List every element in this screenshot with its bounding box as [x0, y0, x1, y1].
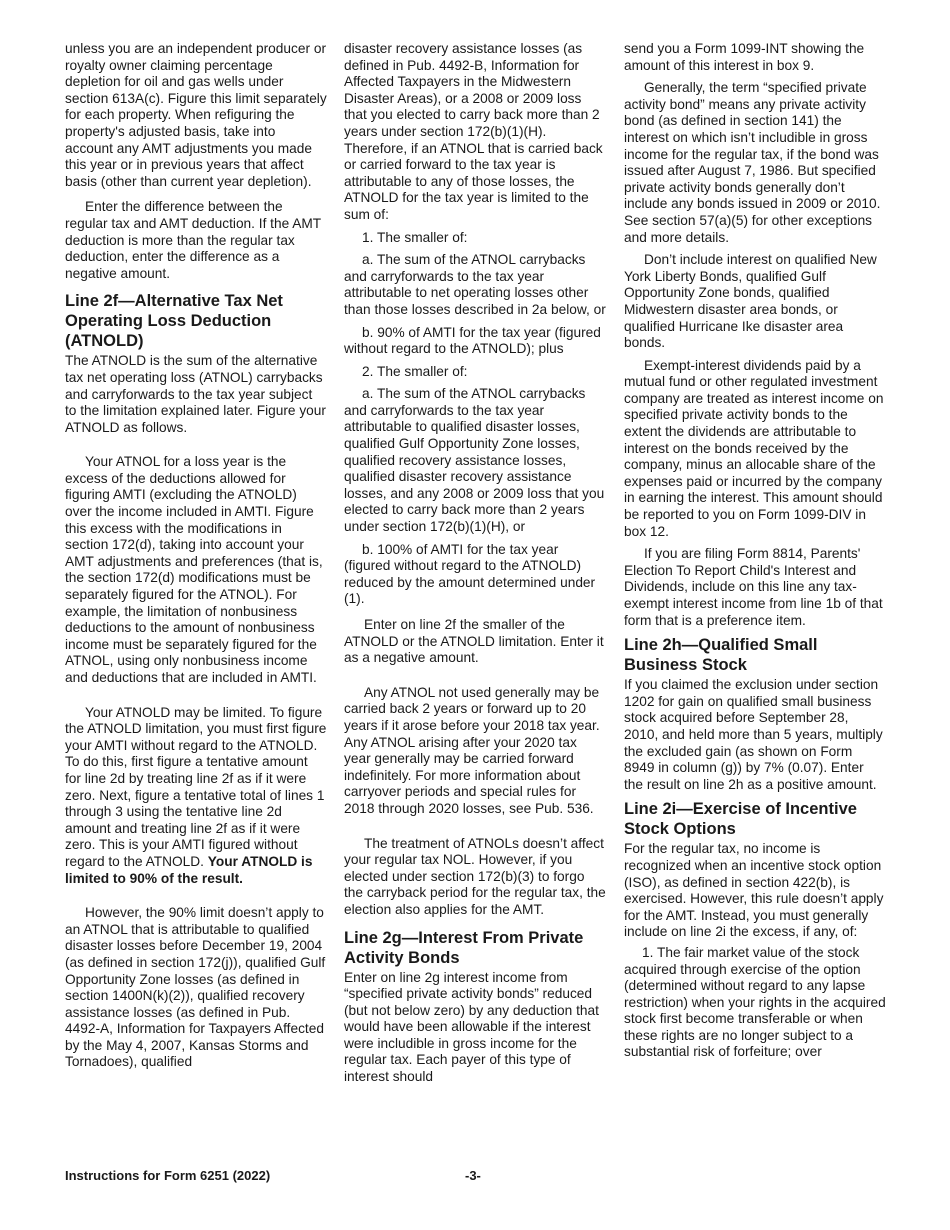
list-item: a. The sum of the ATNOL carrybacks and carryforwards to the tax year attributable to qualified disaster losses, qualified Gulf Opportunity Zone losses, qualified recovery assistance losses, qualified disaster recovery assistance losses, and any 2008 or 2009 loss that you elected to carry back more than 2 years under section 172(b)(1)(H), or	[344, 386, 605, 535]
page-footer	[65, 1168, 885, 1186]
paragraph: If you claimed the exclusion under section 1202 for gain on qualified small business stock acquired before September 28, 2010, and held more than 5 years, multiply the excluded gain (as shown on Form 8949 in column (g)) by 7% (0.07). Enter the result on line 2h as a positive amount.	[624, 677, 883, 792]
column-3	[624, 41, 886, 1070]
list-item: a. The sum of the ATNOL carrybacks and carryforwards to the tax year attributable to net operating losses other than those losses described in 2a below, or	[344, 252, 606, 317]
column-2	[344, 41, 606, 1095]
heading-line-2i: Line 2i—Exercise of Incentive Stock Options	[624, 800, 857, 839]
list-item: 1. The fair market value of the stock acquired through exercise of the option (determined without regard to any lapse restriction) when your rights in the acquired stock first become transferable or when these rights are no longer subject to a substantial risk of forfeiture; over	[624, 944, 886, 1060]
paragraph: The treatment of ATNOLs doesn’t affect your regular tax NOL. However, if you elected under section 172(b)(3) to forgo the carryback period for the regular tax, the election also applies for the AMT.	[344, 835, 606, 917]
paragraph: For the regular tax, no income is recognized when an incentive stock option (ISO), as defined in section 422(b), is exercised. However, this rule doesn’t apply for the AMT. Instead, you must generally include on line 2i the excess, if any, of:	[624, 841, 884, 940]
paragraph-atnold-limit	[65, 705, 327, 888]
paragraph: The ATNOLD is the sum of the alternative tax net operating loss (ATNOL) carrybacks and carryforwards to the tax year subject to the limitation explained later. Figure your ATNOLD as follows.	[65, 353, 326, 435]
paragraph: Your ATNOL for a loss year is the excess of the deductions allowed for figuring AMTI (excluding the ATNOLD) over the income included in AMTI. Figure this excess with the modifications in section 172(d), taking into account your AMT adjustments and preferences (that is, the section 172(d) modifications must be separately figured for the ATNOL). For example, the limitation of nonbusiness deductions to the amount of nonbusiness income must be separately figured for the ATNOL, using only nonbusiness income and deductions that are included in AMTI.	[65, 454, 323, 685]
paragraph: However, the 90% limit doesn’t apply to an ATNOL that is attributable to qualified disaster losses before December 19, 2004 (as defined in section 172(j)), qualified Gulf Opportunity Zone losses (as defined in section 1400N(k)(2)), qualified recovery assistance losses (as defined in Pub. 4492-A, Information for Taxpayers Affected by the May 4, 2007, Kansas Storms and Tornadoes), qualified	[65, 905, 326, 1070]
paragraph-text: Your ATNOLD may be limited. To figure the ATNOLD limitation, you must first figure your AMTI without regard to the ATNOLD. To do this, first figure a tentative amount for line 2d by treating line 2f as if it were zero. Next, figure a tentative total of lines 1 through 3 using the tentative line 2d amount and treating line 2f as if it were zero. This is your AMTI figured without regard to the ATNOLD.	[65, 704, 327, 869]
paragraph: Any ATNOL not used generally may be carried back 2 years or forward up to 20 years if it arose before your 2018 tax year. Any ATNOL arising after your 2020 tax year generally may be carried forward indefinitely. For more information about carryover periods and special rules for 2018 through 2020 losses, see Pub. 536.	[344, 684, 600, 816]
page-number: -3-	[465, 1168, 481, 1183]
list-item: 2. The smaller of:	[362, 363, 468, 379]
paragraph: Don’t include interest on qualified New York Liberty Bonds, qualified Gulf Opportunity Zone bonds, qualified Midwestern disaster area bonds, or qualified Hurricane Ike disaster area bonds.	[624, 252, 877, 351]
paragraph: unless you are an independent producer or royalty owner claiming percentage depletion for oil and gas wells under section 613A(c). Figure this limit separately for each property. When refiguring the property's adjusted basis, take into account any AMT adjustments you made this year or in previous years that affect basis (other than current year depletion).	[65, 41, 327, 189]
paragraph: Enter on line 2g interest income from “specified private activity bonds” reduced (but not below zero) by any deduction that would have been allowable if the interest were includible in gross income for the regular tax. Each payer of this type of interest should	[344, 969, 599, 1085]
heading-line-2h: Line 2h—Qualified Small Business Stock	[624, 636, 818, 675]
list-item: 1. The smaller of:	[362, 229, 468, 245]
list-item: b. 90% of AMTI for the tax year (figured without regard to the ATNOLD); plus	[344, 324, 601, 357]
paragraph: Enter on line 2f the smaller of the ATNOLD or the ATNOLD limitation. Enter it as a negative amount.	[344, 617, 604, 666]
footer-form-title: Instructions for Form 6251 (2022)	[65, 1168, 271, 1183]
heading-line-2f: Line 2f—Alternative Tax Net Operating Loss Deduction (ATNOLD)	[65, 292, 283, 351]
paragraph: send you a Form 1099-INT showing the amount of this interest in box 9.	[624, 41, 865, 73]
paragraph: Generally, the term “specified private activity bond” means any private activity bond (as defined in section 141) the interest on which isn’t includible in gross income for the regular tax, if the bond was issued after August 7, 1986. But specified private activity bonds generally don’t include any bonds issued in 2009 or 2010. See section 57(a)(5) for other exceptions and more details.	[624, 80, 881, 245]
list-item: b. 100% of AMTI for the tax year (figured without regard to the ATNOLD) reduced by the amount determined under (1).	[344, 541, 596, 607]
column-1	[65, 41, 327, 1080]
paragraph: disaster recovery assistance losses (as defined in Pub. 4492-B, Information for Affected Taxpayers in the Midwestern Disaster Areas), or a 2008 or 2009 loss that you elected to carry back more than 2 years under section 172(b)(1)(H). Therefore, if an ATNOL that is carried back or carried forward to the tax year is attributable to any of those losses, the ATNOLD for the tax year is limited to the sum of:	[344, 41, 603, 222]
paragraph: Exempt-interest dividends paid by a mutual fund or other regulated investment company are treated as interest income on specified private activity bonds to the extent the dividends are attributable to interest on the bonds received by the company, minus an allocable share of the expenses paid or incurred by the company in earning the interest. This amount should be reported to you on Form 1099-DIV in box 12.	[624, 357, 884, 539]
heading-line-2g: Line 2g—Interest From Private Activity Bonds	[344, 928, 584, 967]
paragraph: If you are filing Form 8814, Parents' Election To Report Child's Interest and Dividends, include on this line any tax-exempt interest income from line 1b of that form that is a preference item.	[624, 546, 883, 628]
paragraph: Enter the difference between the regular tax and AMT deduction. If the AMT deduction is more than the regular tax deduction, enter the difference as a negative amount.	[65, 199, 321, 281]
bold-text: Your ATNOLD is limited to 90% of the result.	[65, 853, 313, 886]
